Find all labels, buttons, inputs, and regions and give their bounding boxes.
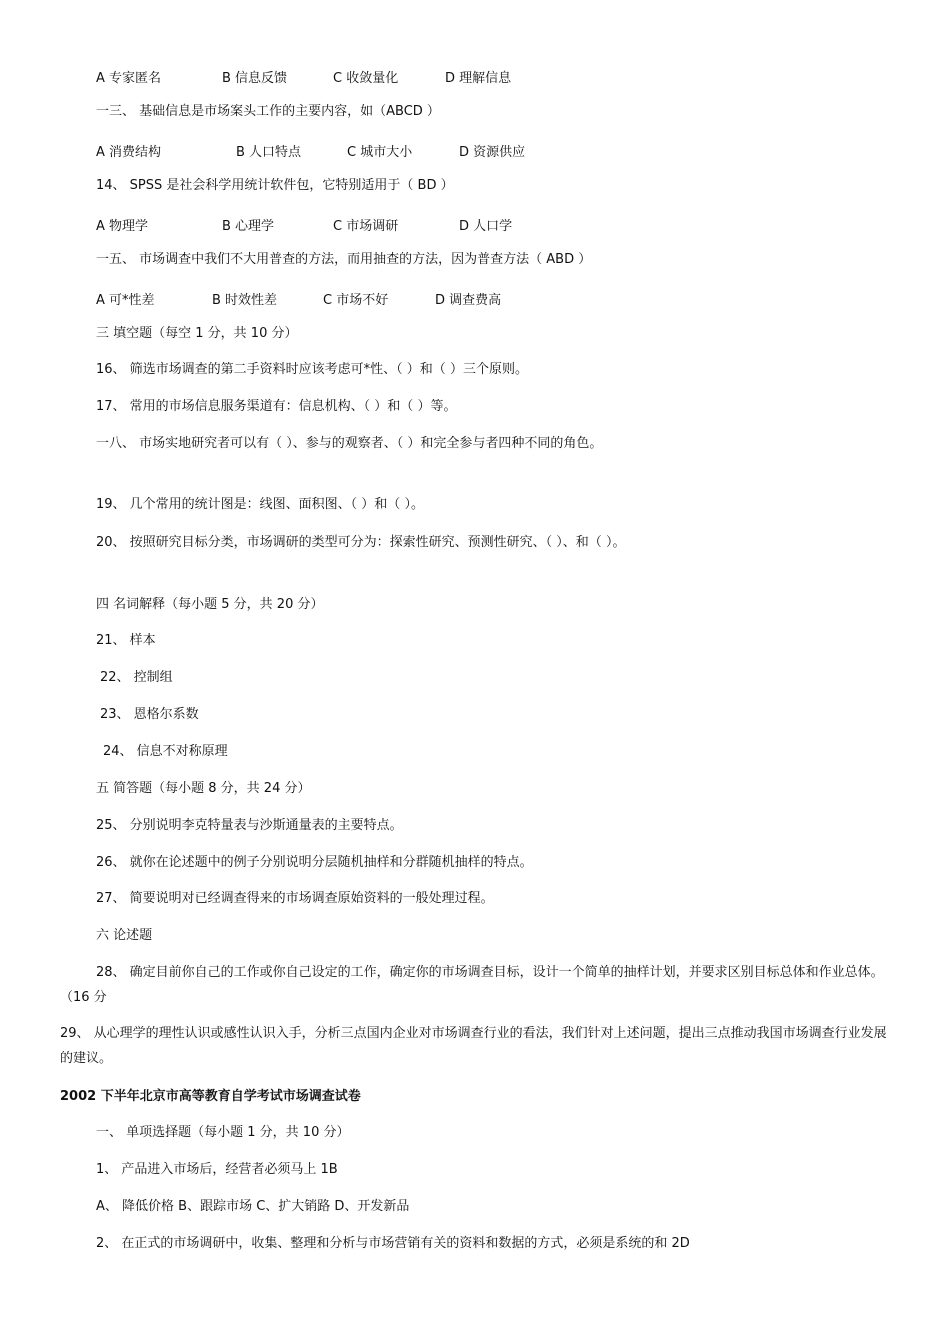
question-21: 21、 样本 (96, 633, 156, 648)
option-c: C 收敛量化 (333, 71, 399, 86)
option-d: D 资源供应 (459, 145, 526, 160)
option-c: C 市场调研 (333, 219, 399, 234)
question-22: 22、 控制组 (100, 670, 173, 685)
option-d: D 调查费高 (435, 293, 502, 308)
option-a: A 专家匿名 (96, 71, 162, 86)
section-5-heading: 五 简答题（每小题 8 分，共 24 分） (96, 781, 311, 796)
question-24: 24、 信息不对称原理 (103, 744, 228, 759)
question-14: 14、 SPSS 是社会科学用统计软件包，它特别适用于（ BD ） (96, 178, 454, 193)
option-a: A 物理学 (96, 219, 149, 234)
option-b: B 时效性差 (212, 293, 278, 308)
question-1: 1、 产品进入市场后，经营者必须马上 1B (96, 1162, 338, 1177)
option-b: B 心理学 (222, 219, 275, 234)
question-25: 25、 分别说明李克特量表与沙斯通量表的主要特点。 (96, 818, 403, 833)
options-row-q1: A、 降低价格 B、跟踪市场 C、扩大销路 D、开发新品 (96, 1199, 410, 1214)
question-18: 一八、 市场实地研究者可以有（ ）、参与的观察者、（ ）和完全参与者四种不同的角色。 (96, 436, 603, 451)
question-15: 一五、 市场调查中我们不大用普查的方法，而用抽查的方法，因为普查方法（ ABD ） (96, 252, 592, 267)
question-28: 28、 确定目前你自己的工作或你自己设定的工作，确定你的市场调查目标，设计一个简单的抽样计划，并要求区别目标总体和作业总体。（16 分 (60, 965, 884, 1005)
question-16: 16、 筛选市场调查的第二手资料时应该考虑可*性、（ ）和（ ）三个原则。 (96, 362, 528, 377)
option-d: D 理解信息 (445, 71, 512, 86)
section-4-heading: 四 名词解释（每小题 5 分，共 20 分） (96, 597, 324, 612)
option-c: C 市场不好 (323, 293, 389, 308)
question-17: 17、 常用的市场信息服务渠道有：信息机构、（ ）和（ ）等。 (96, 399, 457, 414)
question-23: 23、 恩格尔系数 (100, 707, 199, 722)
question-20: 20、 按照研究目标分类，市场调研的类型可分为：探索性研究、预测性研究、（ ）、和（ ）。 (96, 535, 626, 550)
section-3-heading: 三 填空题（每空 1 分，共 10 分） (96, 326, 298, 341)
option-a: A 可*性差 (96, 293, 155, 308)
question-27: 27、 简要说明对已经调查得来的市场调查原始资料的一般处理过程。 (96, 891, 494, 906)
question-26: 26、 就你在论述题中的例子分别说明分层随机抽样和分群随机抽样的特点。 (96, 855, 533, 870)
option-c: C 城市大小 (347, 145, 413, 160)
exam-title: 2002 下半年北京市高等教育自学考试市场调查试卷 (60, 1089, 361, 1104)
question-13: 一三、 基础信息是市场案头工作的主要内容，如（ABCD ） (96, 104, 440, 119)
option-a: A 消费结构 (96, 145, 162, 160)
option-d: D 人口学 (459, 219, 513, 234)
option-b: B 信息反馈 (222, 71, 288, 86)
section-6-heading: 六 论述题 (96, 928, 153, 943)
question-2: 2、 在正式的市场调研中，收集、整理和分析与市场营销有关的资料和数据的方式，必须是系统的和 2D (96, 1236, 690, 1251)
question-29: 29、 从心理学的理性认识或感性认识入手，分析三点国内企业对市场调查行业的看法，我们针对上述问题，提出三点推动我国市场调查行业发展的建议。 (60, 1026, 887, 1066)
section-1-heading: 一、 单项选择题（每小题 1 分，共 10 分） (96, 1125, 350, 1140)
option-b: B 人口特点 (236, 145, 302, 160)
question-19: 19、 几个常用的统计图是：线图、面积图、（ ）和（ ）。 (96, 497, 424, 512)
